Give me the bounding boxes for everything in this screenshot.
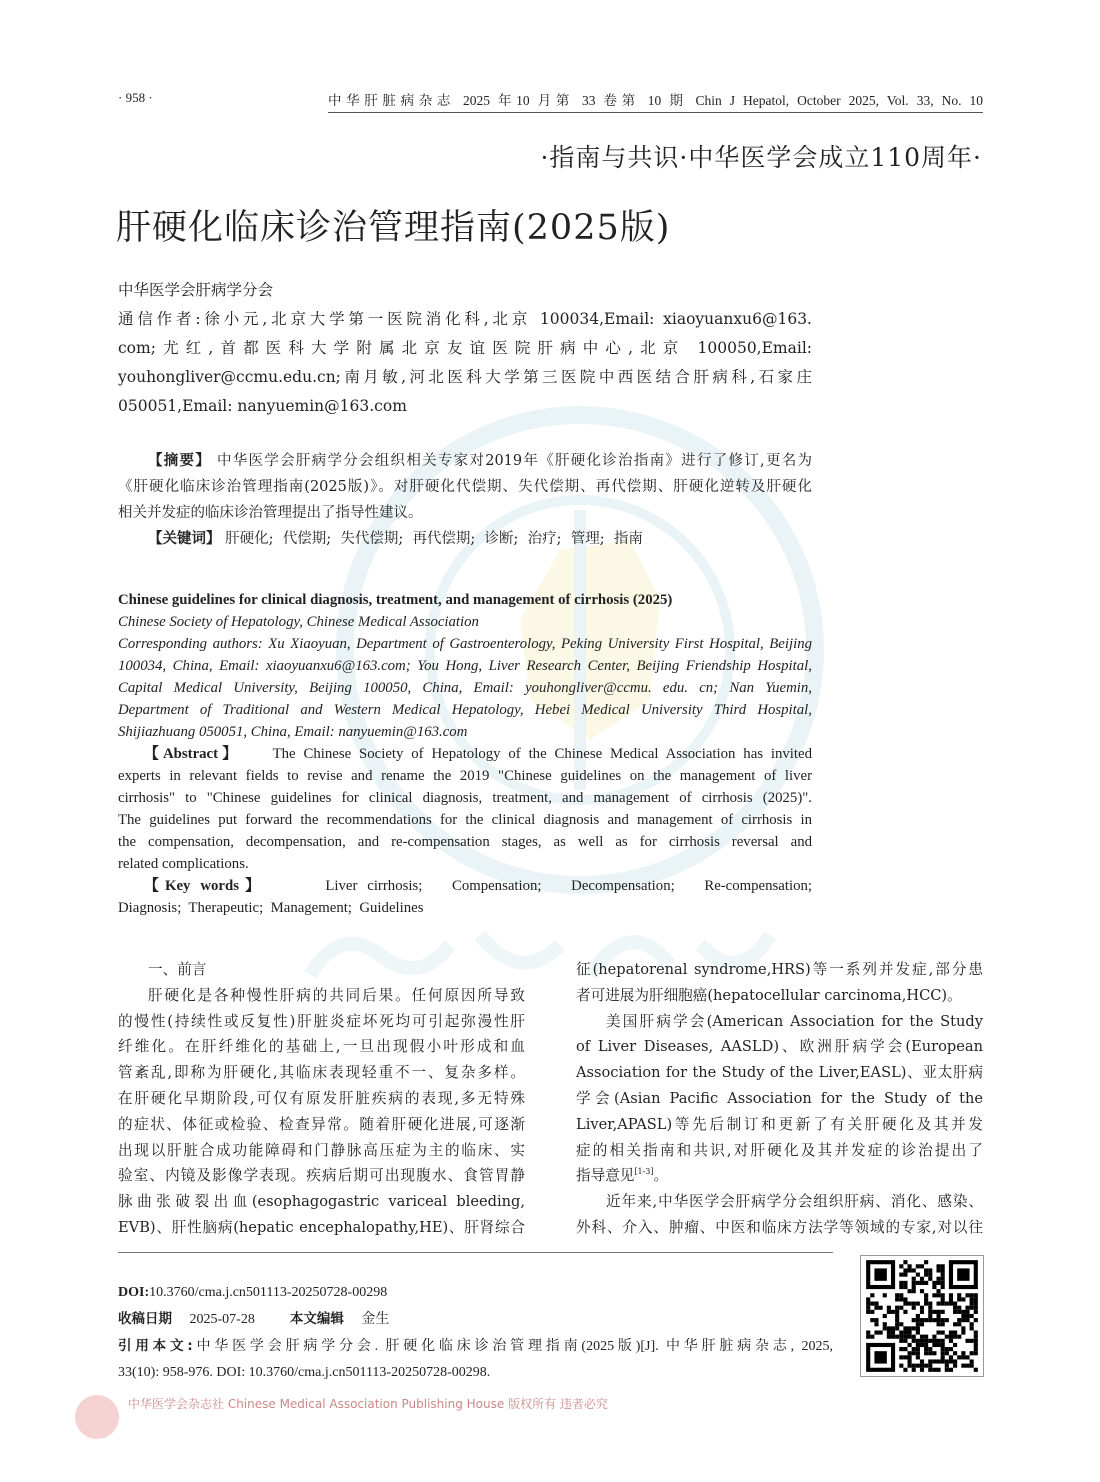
english-corresponding-line: Shijiazhuang 050051, China, Email: nanyuemin@163.com <box>118 724 468 740</box>
editor-label: 本文编辑 <box>289 1311 344 1327</box>
body-line: 的症状、体征或检验、检查异常。随着肝硬化进展,可逐渐 <box>118 1115 525 1133</box>
body-text: 指导意见 <box>576 1167 635 1185</box>
keyword: 失代偿期; <box>340 531 404 547</box>
abstract-label: 【摘要】 <box>148 453 212 469</box>
body-line: 外科、介入、肿瘤、中医和临床方法学等领域的专家,对以往 <box>576 1218 983 1236</box>
keywords-label-en: 【Key words】 <box>144 878 267 894</box>
keywords-en: Liver cirrhosis; Compensation; Decompensation; Re-compensation; <box>325 878 812 894</box>
body-line: EVB)、肝性脑病(hepatic encephalopathy,HE)、肝肾综合 <box>118 1218 525 1236</box>
body-line: 出现以肝脏合成功能障碍和门静脉高压症为主的临床、实 <box>118 1141 525 1159</box>
abstract-text-en: experts in relevant fields to revise and rename the 2019 "Chinese guidelines on the management of liver <box>118 768 812 784</box>
body-line: 纤维化。在肝纤维化的基础上,一旦出现假小叶形成和血 <box>118 1038 525 1056</box>
english-abstract <box>118 589 812 919</box>
keyword: 代偿期; <box>282 531 332 547</box>
chinese-abstract <box>118 448 812 552</box>
footer-divider <box>118 1252 833 1253</box>
abstract-text: 相关并发症的临床诊治管理提出了指导性建议。 <box>118 505 423 521</box>
abstract-text-en: the compensation, decompensation, and re-compensation stages, as well as for cirrhosis reversal and <box>118 834 812 850</box>
body-text: 。 <box>653 1167 669 1185</box>
keyword: 诊断; <box>484 531 519 547</box>
body-line: 管紊乱,即称为肝硬化,其临床表现轻重不一、复杂多样。 <box>118 1064 525 1082</box>
citation-text: 中华医学会肝病学分会. 肝硬化临床诊治管理指南(2025版)[J]. 中华肝脏病杂志, 2025, <box>192 1339 833 1354</box>
section-heading: 一、前言 <box>148 961 207 978</box>
received-label: 收稿日期 <box>118 1311 172 1327</box>
body-line: 肝硬化是各种慢性肝病的共同后果。任何原因所导致 <box>148 986 525 1004</box>
corresponding-author-line: youhongliver@ccmu.edu.cn;南月敏,河北医科大学第三医院中西医结合肝病科,石家庄 <box>118 368 812 386</box>
article-title: 肝硬化临床诊治管理指南(2025版) <box>116 208 671 248</box>
abstract-text: 中华医学会肝病学分会组织相关专家对2019年《肝硬化诊治指南》进行了修订,更名为 <box>217 453 812 469</box>
body-line: 征(hepatorenal syndrome,HRS)等一系列并发症,部分患 <box>576 961 983 978</box>
corresponding-author-line: 通信作者:徐小元,北京大学第一医院消化科,北京 100034,Email: xiaoyuanxu6@163. <box>118 310 812 328</box>
keyword: 管理; <box>570 531 605 547</box>
citation-reference[interactable]: [1-3] <box>634 1167 654 1177</box>
body-line <box>576 1163 983 1189</box>
body-line: 者可进展为肝细胞癌(hepatocellular carcinoma,HCC)。 <box>576 986 962 1004</box>
english-organization: Chinese Society of Hepatology, Chinese Medical Association <box>118 614 479 630</box>
body-line: Liver,APASL)等先后制订和更新了有关肝硬化及其并发 <box>576 1115 983 1133</box>
body-column-left <box>118 957 525 1241</box>
body-line: Association for the Study of the Liver,EASL)、亚太肝病 <box>576 1064 983 1082</box>
keywords-label: 【关键词】 <box>148 531 221 547</box>
abstract-text-en: cirrhosis" to "Chinese guidelines for clinical diagnosis, treatment, and management of cirrhosis (2025)". <box>118 790 812 806</box>
body-column-right <box>576 957 983 1241</box>
body-line: 在肝硬化早期阶段,可仅有原发肝脏疾病的表现,多无特殊 <box>118 1089 525 1107</box>
publisher-logo <box>72 1392 122 1442</box>
keyword: 治疗; <box>527 531 562 547</box>
qr-code-pattern <box>861 1256 983 1376</box>
body-line: of Liver Diseases, AASLD)、欧洲肝病学会(European <box>576 1038 983 1056</box>
body-line: 近年来,中华医学会肝病学分会组织肝病、消化、感染、 <box>606 1193 983 1211</box>
body-line: 美国肝病学会(American Association for the Study <box>606 1012 983 1030</box>
qr-code[interactable] <box>860 1255 984 1377</box>
article-info-footer <box>118 1280 833 1386</box>
publisher-logo-text: 中华医学会杂志社 Chinese Medical Association Publishing House 版权所有 违者必究 <box>128 1397 608 1411</box>
abstract-text-en: related complications. <box>118 856 249 872</box>
cite-label: 引用本文: <box>118 1338 193 1354</box>
english-corresponding-line: 100034, China, Email: xiaoyuanxu6@163.com; You Hong, Liver Research Center, Beijing Friendship Hospital, <box>118 658 812 674</box>
english-corresponding-line: Capital Medical University, Beijing 100050, China, Email: youhongliver@ccmu. edu. cn; Nan Yuemin, <box>118 680 812 696</box>
corresponding-author-line: 050051,Email: nanyuemin@163.com <box>118 397 407 415</box>
body-line: 的慢性(持续性或反复性)肝脏炎症坏死均可引起弥漫性肝 <box>118 1012 525 1030</box>
received-date: 2025-07-28 <box>189 1312 255 1327</box>
body-line: 脉曲张破裂出血(esophagogastric variceal bleeding, <box>118 1193 525 1211</box>
abstract-text: 《肝硬化临床诊治管理指南(2025版)》。对肝硬化代偿期、失代偿期、再代偿期、肝硬化逆转及肝硬化 <box>118 479 812 495</box>
body-line: 验室、内镜及影像学表现。疾病后期可出现腹水、食管胃静 <box>118 1167 525 1185</box>
abstract-text-en: The guidelines put forward the recommendations for the clinical diagnosis and management of cirrhosis in <box>118 812 812 828</box>
editor-name: 金生 <box>361 1312 390 1327</box>
abstract-text-en: The Chinese Society of Hepatology of the Chinese Medical Association has invited <box>272 746 812 762</box>
doi-label: DOI: <box>118 1285 150 1300</box>
keyword: 指南 <box>613 531 643 547</box>
page-number: · 958 · <box>118 90 153 105</box>
author-organization: 中华医学会肝病学分会 <box>118 281 274 299</box>
doi-value[interactable]: 10.3760/cma.j.cn501113-20250728-00298 <box>149 1285 388 1300</box>
keyword: 再代偿期; <box>412 531 476 547</box>
abstract-label-en: 【Abstract】 <box>144 746 242 762</box>
corresponding-author-line: com;尤红,首都医科大学附属北京友谊医院肝病中心,北京 100050,Email: <box>118 339 812 357</box>
english-title: Chinese guidelines for clinical diagnosis, treatment, and management of cirrhosis (2025) <box>118 592 673 608</box>
english-corresponding-line: Corresponding authors: Xu Xiaoyuan, Department of Gastroenterology, Peking University First Hospital, Beijing <box>118 636 812 652</box>
keyword: 肝硬化; <box>225 531 274 547</box>
citation-text: 33(10): 958-976. DOI: 10.3760/cma.j.cn501113-20250728-00298. <box>118 1365 491 1380</box>
body-line: 症的相关指南和共识,对肝硬化及其并发症的诊治提出了 <box>576 1141 983 1159</box>
body-line: 学会(Asian Pacific Association for the Study of the <box>576 1089 983 1107</box>
author-block <box>118 276 812 421</box>
keywords-row <box>118 526 812 552</box>
journal-running-header: 中华肝脏病杂志 2025 年10 月第 33 卷第 10 期 Chin J Hepatol, October 2025, Vol. 33, No. 10 <box>328 89 983 113</box>
section-label: ·指南与共识·中华医学会成立110周年· <box>540 143 982 172</box>
keywords-en: Diagnosis; Therapeutic; Management; Guidelines <box>118 900 424 916</box>
english-corresponding-line: Department of Traditional and Western Medical Hepatology, Hebei Medical University Third Hospital, <box>118 702 812 718</box>
